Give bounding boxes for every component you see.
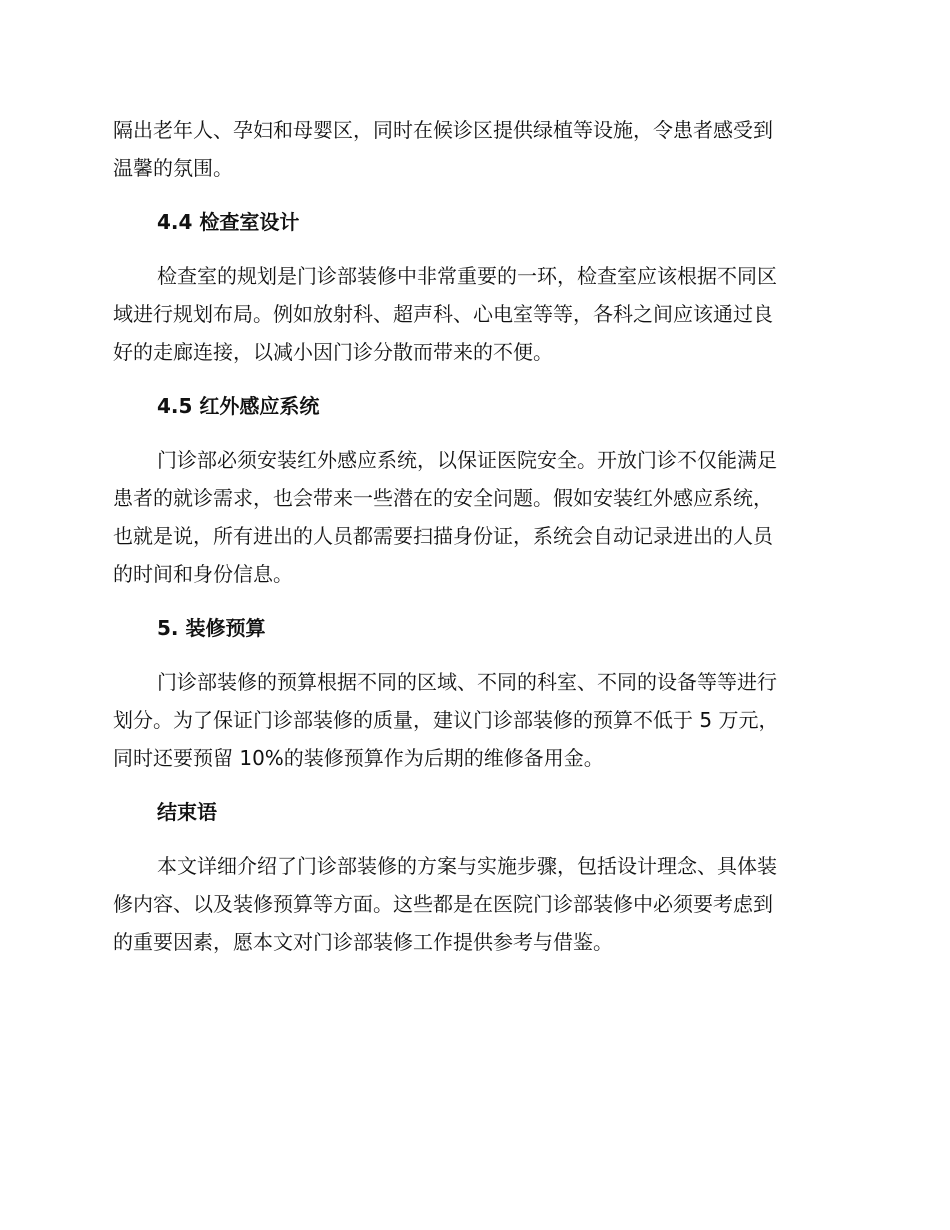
section-4-5-paragraph [113, 441, 833, 593]
paragraph-line: 划分。为了保证门诊部装修的质量，建议门诊部装修的预算不低于 5 万元， [113, 708, 779, 732]
paragraph-line: 患者的就诊需求，也会带来一些潜在的安全问题。假如安装红外感应系统， [113, 486, 773, 510]
document-body [113, 111, 833, 977]
section-heading-4-5: 4.5 红外感应系统 [157, 394, 320, 418]
section-heading-5: 5. 装修预算 [157, 616, 266, 640]
paragraph-line: 检查室的规划是门诊部装修中非常重要的一环，检查室应该根据不同区 [157, 264, 777, 288]
paragraph-line: 隔出老年人、孕妇和母婴区，同时在候诊区提供绿植等设施，令患者感受到 [113, 118, 773, 142]
section-4-4-paragraph [113, 257, 833, 371]
conclusion-paragraph [113, 847, 833, 961]
paragraph-line: 门诊部必须安装红外感应系统，以保证医院安全。开放门诊不仅能满足 [157, 448, 777, 472]
paragraph-line: 好的走廊连接，以减小因门诊分散而带来的不便。 [113, 340, 553, 364]
paragraph-line: 门诊部装修的预算根据不同的区域、不同的科室、不同的设备等等进行 [157, 670, 777, 694]
paragraph-line: 的重要因素，愿本文对门诊部装修工作提供参考与借鉴。 [113, 930, 613, 954]
paragraph-line: 的时间和身份信息。 [113, 562, 293, 586]
section-5-paragraph [113, 663, 833, 777]
paragraph-line: 也就是说，所有进出的人员都需要扫描身份证，系统会自动记录进出的人员 [113, 524, 773, 548]
paragraph-line: 温馨的氛围。 [113, 156, 233, 180]
intro-paragraph [113, 111, 833, 187]
paragraph-line: 域进行规划布局。例如放射科、超声科、心电室等等，各科之间应该通过良 [113, 302, 773, 326]
paragraph-line: 修内容、以及装修预算等方面。这些都是在医院门诊部装修中必须要考虑到 [113, 892, 773, 916]
section-heading-4-4: 4.4 检查室设计 [157, 210, 300, 234]
paragraph-line: 同时还要预留 10%的装修预算作为后期的维修备用金。 [113, 746, 604, 770]
section-heading-conclusion: 结束语 [157, 800, 217, 824]
paragraph-line: 本文详细介绍了门诊部装修的方案与实施步骤，包括设计理念、具体装 [157, 854, 777, 878]
